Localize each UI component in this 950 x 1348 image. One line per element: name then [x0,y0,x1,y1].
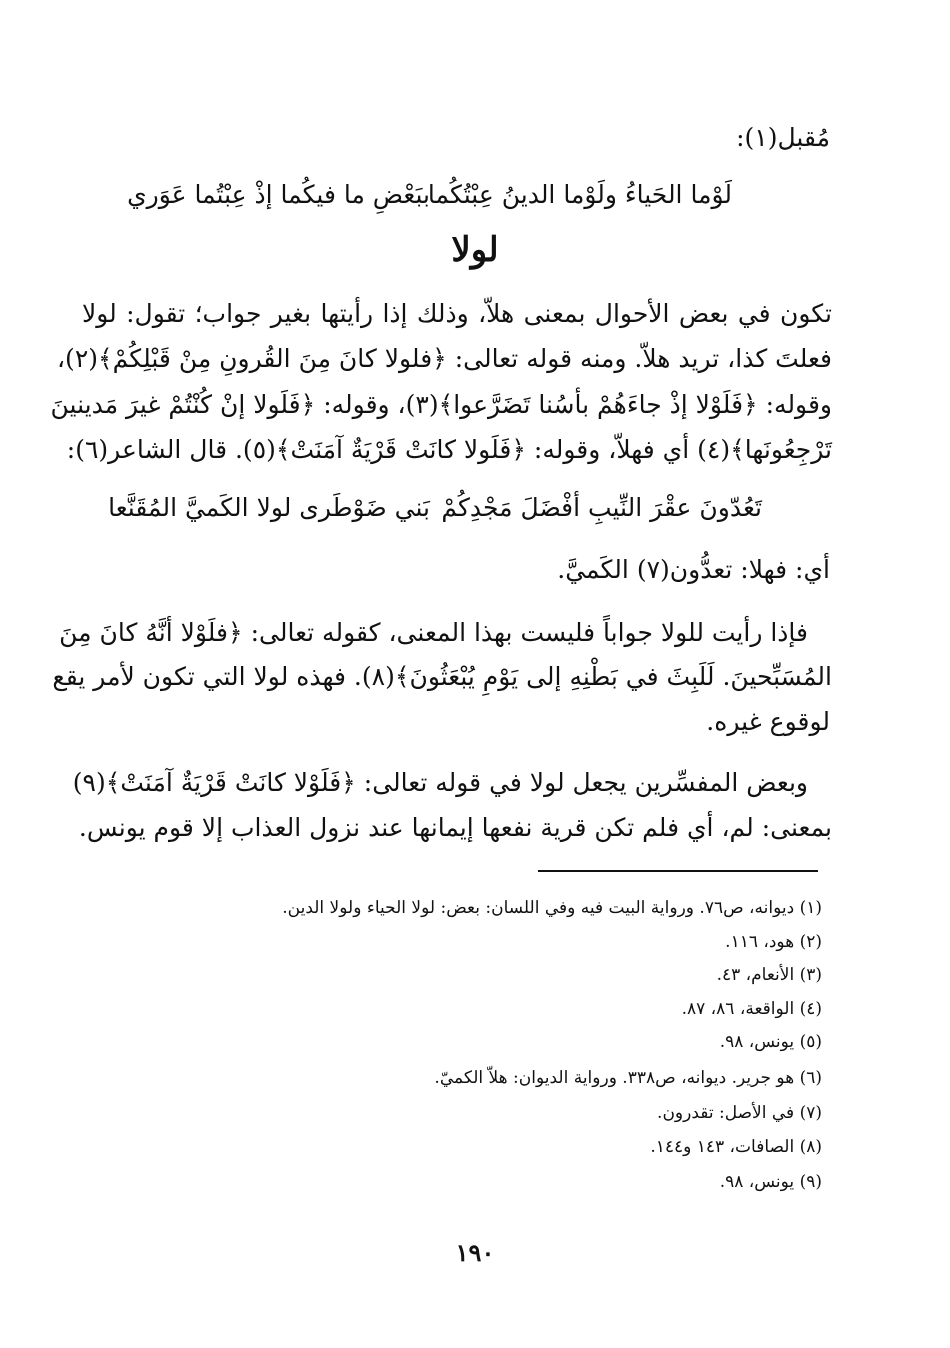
footnote-2: (٢) هود، ١١٦. [725,932,822,952]
section-heading: لولا [451,230,499,270]
footnote-separator [538,870,818,872]
paragraph3-line-1: وبعض المفسِّرين يجعل لولا في قوله تعالى: ﴿فَلَوْلا كانَتْ قَرْيَةٌ آمَنَتْ﴾(٩) [72,768,808,797]
verse1-left-hemistich: ببَعْضِ ما فيكُما إذْ عِبْتُما عَوَري [127,180,430,209]
paragraph1-line-2: فعلتَ كذا، تريد هلاّ. ومنه قوله تعالى: ﴿فلولا كانَ مِنَ القُرونِ مِنْ قَبْلِكُمْ﴾(٢)، [56,344,832,373]
footnote-3: (٣) الأنعام، ٤٣. [716,965,822,985]
footnote-6: (٦) هو جرير. ديوانه، ص٣٣٨. ورواية الديوان: هلاّ الكميّ. [434,1068,822,1088]
page-number: ١٩٠ [455,1238,495,1267]
footnote-4: (٤) الواقعة، ٨٦، ٨٧. [681,999,822,1019]
footnote-7: (٧) في الأصل: تقدرون. [657,1103,822,1123]
paragraph2-line-1: فإذا رأيت للولا جواباً فليست بهذا المعنى، كقوله تعالى: ﴿فلَوْلا أنَّهُ كانَ مِنَ [59,618,808,647]
verse2-right-hemistich: تَعُدّونَ عقْرَ النِّيبِ أفْضَلَ مَجْدِكُمْ [441,493,762,522]
paragraph1-line-1: تكون في بعض الأحوال بمعنى هلاّ، وذلك إذا رأيتها بغير جواب؛ تقول: لولا [82,299,832,328]
verse1-right-hemistich: لَوْما الحَياءُ ولَوْما الدينُ عِبْتُكُما [427,180,732,209]
paragraph1-line-3: وقوله: ﴿فَلَوْلا إذْ جاءَهُمْ بأسُنا تَضَرَّعوا﴾(٣)، وقوله: ﴿فَلَولا إنْ كُنْتُمْ غيرَ مَدينينَ [50,390,832,419]
paragraph3-line-2: بمعنى: لم، أي فلم تكن قرية نفعها إيمانها عند نزول العذاب إلا قوم يونس. [78,813,832,842]
footnote-5: (٥) يونس، ٩٨. [719,1032,822,1052]
footnote-1: (١) ديوانه، ص٧٦. ورواية البيت فيه وفي اللسان: بعض: لولا الحياء ولولا الدين. [282,898,822,918]
gloss-line: أي: فهلا: تعدُّون(٧) الكَميَّ. [557,555,830,584]
paragraph1-line-4: تَرْجِعُونَها﴾(٤) أي فهلاّ، وقوله: ﴿فَلَولا كانَتْ قَرْيَةٌ آمَنَتْ﴾(٥). قال الشاعر(٦): [66,435,832,464]
paragraph2-line-3: لوقوع غيره. [706,707,830,736]
verse2-left-hemistich: بَني ضَوْطَرى لولا الكَميَّ المُقَنَّعا [108,493,430,522]
footnote-9: (٩) يونس، ٩٨. [719,1172,822,1192]
intro-line: مُقبل(١): [736,123,830,152]
footnote-8: (٨) الصافات، ١٤٣ و١٤٤. [650,1137,822,1157]
paragraph2-line-2: المُسَبِّحينَ. لَلَبِثَ في بَطْنِهِ إلى يَوْمِ يُبْعَثُونَ﴾(٨). فهذه لولا التي تكون لأمر يقع [52,662,832,691]
